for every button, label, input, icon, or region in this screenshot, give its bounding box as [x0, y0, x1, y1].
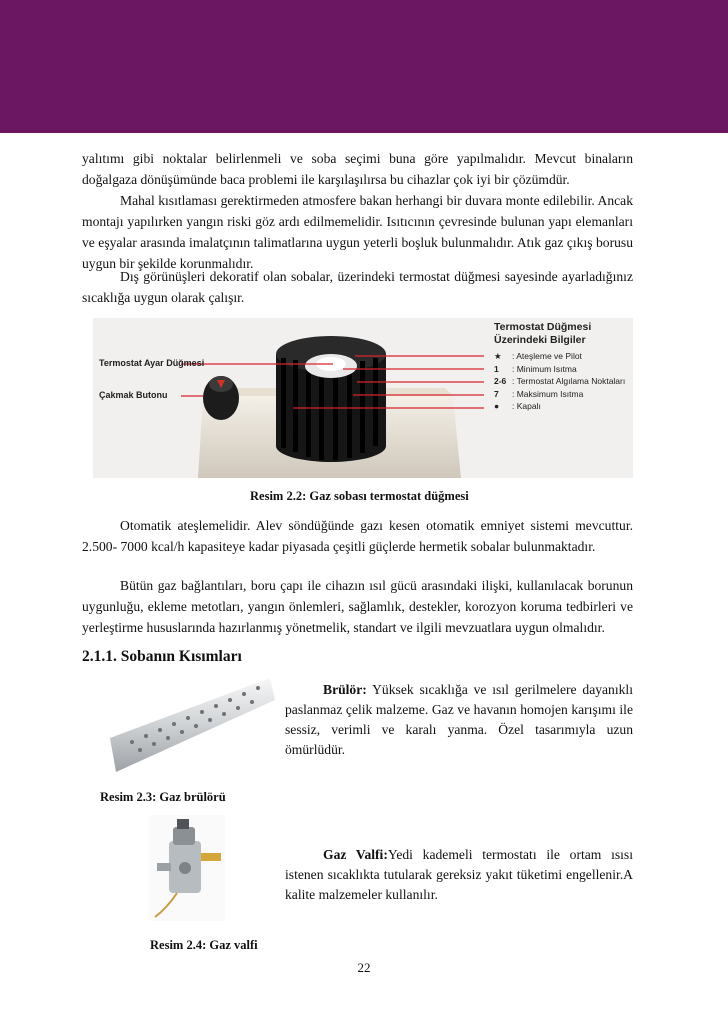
- paragraph-3: Dış görünüşleri dekoratif olan sobalar, üzerindeki termostat düğmesi sayesinde ayarladığınız sıcaklığa uygun olarak çalışır.: [82, 269, 633, 305]
- gas-valve-image: [147, 813, 227, 923]
- legend-row: ● : Kapalı: [494, 401, 541, 411]
- thermostat-knob-label: Termostat Ayar Düğmesi: [99, 358, 205, 368]
- figure-2-3-caption: Resim 2.3: Gaz brülörü: [100, 790, 226, 804]
- paragraph-4: Otomatik ateşlemelidir. Alev söndüğünde gazı kesen otomatik emniyet sistemi mevcuttur. 2.500- 7000 kcal/h kapasiteye kadar piyasada çeşitli güçlerde hermetik sobalar bulunmaktadır.: [82, 518, 633, 554]
- header-banner: [0, 0, 728, 133]
- legend-title-2: Üzerindeki Bilgiler: [494, 334, 586, 346]
- legend-row: 2-6 : Termostat Algılama Noktaları: [494, 376, 626, 386]
- paragraph-2: Mahal kısıtlaması gerektirmeden atmosfere bakan herhangi bir duvara monte edilebilir. Ancak montajı yapılırken yangın riski göz ardı edilmemelidir. Isıtıcının çevresinde bulunan yapı elemanları ve eşyalar arasında imalatçının talimatlarına uygun yeterli boşluk bulunmalıdır. Atık gaz çıkış borusu uygun bir şekilde korunmalıdır.: [82, 193, 633, 271]
- igniter-button-label: Çakmak Butonu: [99, 390, 168, 400]
- valve-description: Gaz Valfi:Yedi kademeli termostatı ile ortam ısısı istenen sıcaklıkta tutularak gereksiz yakıt tüketimi engellenir.A kalite malzemeler kullanılır.: [285, 847, 633, 902]
- figure-2-4-caption: Resim 2.4: Gaz valfi: [150, 938, 258, 952]
- section-heading: 2.1.1. Sobanın Kısımları: [82, 648, 242, 665]
- figure-2-2-caption: Resim 2.2: Gaz sobası termostat düğmesi: [250, 489, 469, 503]
- legend-row: 7 : Maksimum Isıtma: [494, 388, 584, 399]
- paragraph-5: Bütün gaz bağlantıları, boru çapı ile cihazın ısıl gücü arasındaki ilişki, kullanılacak borunun uygunluğu, ekleme metotları, yangın önlemleri, sağlamlık, destekler, korozyon koruma tedbirleri ve yerleştirme hususlarında hazırlanmış yönetmelik, standart ve ilgili mevzuatlara uygun olmalıdır.: [82, 578, 633, 635]
- legend-title-1: Termostat Düğmesi: [494, 321, 592, 333]
- burner-description: Brülör: Yüksek sıcaklığa ve ısıl gerilmelere dayanıklı paslanmaz çelik malzeme. Gaz ve havanın homojen karışımı ile sessiz, verimli ve karalı yanma. Özel tasarımıyla uzun ömürlüdür.: [285, 682, 633, 757]
- thermostat-legend: [494, 321, 633, 413]
- burner-image: [110, 672, 275, 782]
- page-number: 22: [357, 960, 371, 975]
- legend-row: 1 : Minimum Isıtma: [494, 363, 577, 374]
- paragraph-1: yalıtımı gibi noktalar belirlenmeli ve soba seçimi buna göre yapılmalıdır. Mevcut binaların doğalgaza dönüşümünde baca problemi ile karşılaşılırsa bu cihazlar çok iyi bir çözümdür.: [82, 151, 633, 187]
- legend-row: ★ : Ateşleme ve Pilot: [494, 351, 582, 361]
- thermostat-figure: [93, 318, 633, 478]
